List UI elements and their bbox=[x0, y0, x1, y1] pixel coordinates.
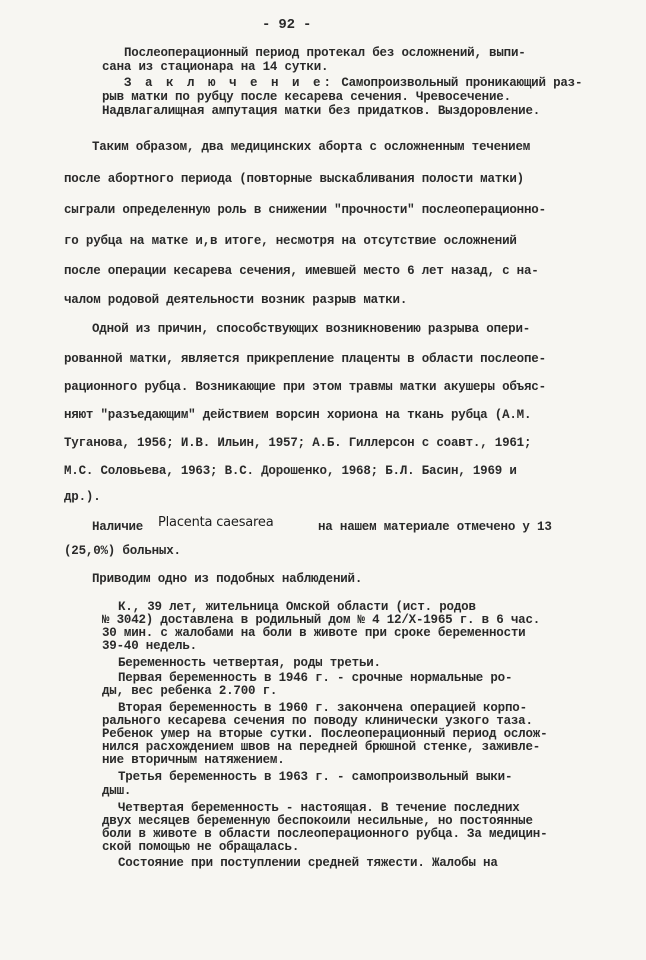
case-line: ды, вес ребенка 2.700 г. bbox=[102, 684, 278, 698]
case-line: Состояние при поступлении средней тяжести. Жалобы на bbox=[118, 856, 498, 870]
case-line: боли в животе в области послеоперационного рубца. За медицин- bbox=[102, 827, 548, 841]
conclusion-label: З а к л ю ч е н и е: bbox=[124, 76, 335, 90]
text-line: рационного рубца. Возникающие при этом травмы матки акушеры объяс- bbox=[64, 380, 546, 394]
text-line: сана из стационара на 14 сутки. bbox=[102, 60, 329, 74]
case-line: двух месяцев беременную беспокоили несильные, но постоянные bbox=[102, 814, 533, 828]
case-line: дыш. bbox=[102, 784, 132, 798]
case-line: Ребенок умер на вторые сутки. Послеоперационный период ослож- bbox=[102, 727, 548, 741]
conclusion-text: Самопроизвольный проникающий раз- bbox=[334, 76, 583, 90]
text-fragment: Наличие bbox=[92, 520, 144, 534]
case-line: рального кесарева сечения по поводу клинически узкого таза. bbox=[102, 714, 533, 728]
text-line: сыграли определенную роль в снижении "прочности" послеоперационно- bbox=[64, 203, 546, 217]
text-line: Таким образом, два медицинских аборта с осложненным течением bbox=[92, 140, 531, 154]
text-line: др.). bbox=[64, 490, 101, 504]
text-line: рыв матки по рубцу после кесарева сечения. Чревосечение. bbox=[102, 90, 511, 104]
case-line: Третья беременность в 1963 г. - самопроизвольный выки- bbox=[118, 770, 513, 784]
text-line: после операции кесарева сечения, имевшей место 6 лет назад, с на- bbox=[64, 264, 539, 278]
case-line: Беременность четвертая, роды третьи. bbox=[118, 656, 381, 670]
text-line: го рубца на матке и,в итоге, несмотря на отсутствие осложнений bbox=[64, 234, 517, 248]
text-line: Приводим одно из подобных наблюдений. bbox=[92, 572, 363, 586]
case-line: нился расхождением швов на передней брюшной стенке, заживле- bbox=[102, 740, 541, 754]
text-line: рованной матки, является прикрепление плаценты в области послеопе- bbox=[64, 352, 546, 366]
text-line: чалом родовой деятельности возник разрыв матки. bbox=[64, 293, 408, 307]
text-line: Одной из причин, способствующих возникновению разрыва опери- bbox=[92, 322, 531, 336]
text-line: няют "разъедающим" действием ворсин хориона на ткань рубца (А.М. bbox=[64, 408, 532, 422]
case-line: Четвертая беременность - настоящая. В течение последних bbox=[118, 801, 520, 815]
case-line: ние вторичным натяжением. bbox=[102, 753, 285, 767]
text-line: Надвлагалищная ампутация матки без придатков. Выздоровление. bbox=[102, 104, 541, 118]
text-line: (25,0%) больных. bbox=[64, 544, 181, 558]
page-number: - 92 - bbox=[262, 17, 312, 33]
case-line: Вторая беременность в 1960 г. закончена операцией корпо- bbox=[118, 701, 527, 715]
text-line: после абортного периода (повторные выскабливания полости матки) bbox=[64, 172, 524, 186]
text-line: М.С. Соловьева, 1963; В.С. Дорошенко, 1968; Б.Л. Басин, 1969 и bbox=[64, 464, 517, 478]
text-line: Послеоперационный период протекал без осложнений, выпи- bbox=[124, 46, 526, 60]
conclusion-line bbox=[124, 76, 582, 90]
case-line: К., 39 лет, жительница Омской области (ист. родов bbox=[118, 600, 476, 614]
case-line: Первая беременность в 1946 г. - срочные нормальные ро- bbox=[118, 671, 513, 685]
case-line: № 3042) доставлена в родильный дом № 4 12/X-1965 г. в 6 час. bbox=[102, 613, 541, 627]
handwritten-insert: Placenta caesarea bbox=[158, 515, 274, 530]
text-fragment: на нашем материале отмечено у 13 bbox=[318, 520, 552, 534]
case-line: 30 мин. с жалобами на боли в животе при сроке беременности bbox=[102, 626, 526, 640]
text-line: Туганова, 1956; И.В. Ильин, 1957; А.Б. Гиллерсон с соавт., 1961; bbox=[64, 436, 532, 450]
case-line: ской помощью не обращалась. bbox=[102, 840, 300, 854]
case-line: 39-40 недель. bbox=[102, 639, 197, 653]
